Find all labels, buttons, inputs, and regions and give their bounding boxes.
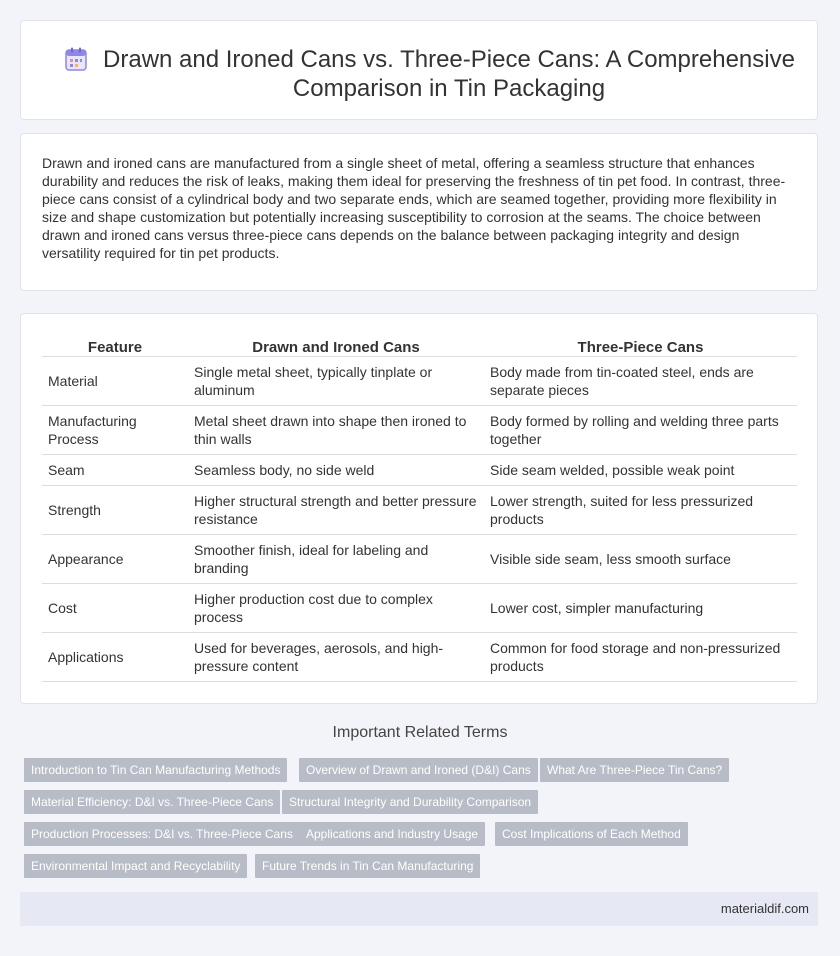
row-drawn-ironed: Single metal sheet, typically tinplate or aluminum <box>188 357 484 406</box>
row-drawn-ironed: Used for beverages, aerosols, and high-pressure content <box>188 633 484 682</box>
row-three-piece: Visible side seam, less smooth surface <box>484 535 797 584</box>
related-term-tag[interactable]: Environmental Impact and Recyclability <box>24 854 247 878</box>
row-drawn-ironed: Metal sheet drawn into shape then ironed to thin walls <box>188 406 484 455</box>
related-term-tag[interactable]: Cost Implications of Each Method <box>495 822 688 846</box>
related-term-tag[interactable]: Material Efficiency: D&I vs. Three-Piece Cans <box>24 790 280 814</box>
table-row <box>42 486 797 535</box>
row-drawn-ironed: Higher production cost due to complex process <box>188 584 484 633</box>
row-drawn-ironed: Seamless body, no side weld <box>188 455 484 486</box>
row-feature: Material <box>42 357 188 406</box>
intro-paragraph: Drawn and ironed cans are manufactured from a single sheet of metal, offering a seamless structure that enhances durability and reduces the risk of leaks, making them ideal for preserving the freshness of tin pet food. In contrast, three-piece cans consist of a cylindrical body and two separate ends, which are seamed together, providing more flexibility in size and shape customization but potentially increasing susceptibility to corrosion at the seams. The choice between drawn and ironed cans versus three-piece cans depends on the balance between packaging integrity and design versatility required for tin pet products. <box>42 155 786 261</box>
header-three-piece: Three-Piece Cans <box>484 338 797 357</box>
calendar-icon <box>65 47 87 71</box>
footer <box>20 892 818 926</box>
table-row <box>42 584 797 633</box>
row-drawn-ironed: Smoother finish, ideal for labeling and branding <box>188 535 484 584</box>
table-header-row <box>42 338 797 357</box>
related-term-tag[interactable]: Introduction to Tin Can Manufacturing Methods <box>24 758 287 782</box>
row-feature: Seam <box>42 455 188 486</box>
row-drawn-ironed: Higher structural strength and better pressure resistance <box>188 486 484 535</box>
comparison-table <box>42 338 797 682</box>
row-feature: Appearance <box>42 535 188 584</box>
related-term-tag[interactable]: Overview of Drawn and Ironed (D&I) Cans <box>299 758 538 782</box>
related-terms-title: Important Related Terms <box>332 724 508 741</box>
row-three-piece: Body made from tin-coated steel, ends are separate pieces <box>484 357 797 406</box>
table-row <box>42 455 797 486</box>
header-feature: Feature <box>42 338 188 357</box>
row-three-piece: Lower strength, suited for less pressurized products <box>484 486 797 535</box>
row-three-piece: Lower cost, simpler manufacturing <box>484 584 797 633</box>
row-feature: Strength <box>42 486 188 535</box>
row-feature: Cost <box>42 584 188 633</box>
intro-card <box>20 133 818 291</box>
row-three-piece: Body formed by rolling and welding three parts together <box>484 406 797 455</box>
related-term-tag[interactable]: Future Trends in Tin Can Manufacturing <box>255 854 480 878</box>
table-row <box>42 535 797 584</box>
related-term-tag[interactable]: Structural Integrity and Durability Comparison <box>282 790 538 814</box>
row-three-piece: Common for food storage and non-pressurized products <box>484 633 797 682</box>
page-title: Drawn and Ironed Cans vs. Three-Piece Cans: A Comprehensive Comparison in Tin Packaging <box>103 46 795 102</box>
header-card <box>20 20 818 120</box>
comparison-table-card <box>20 313 818 704</box>
table-row <box>42 357 797 406</box>
table-row <box>42 633 797 682</box>
row-feature: Manufacturing Process <box>42 406 188 455</box>
row-feature: Applications <box>42 633 188 682</box>
related-term-tag[interactable]: What Are Three-Piece Tin Cans? <box>540 758 729 782</box>
header-drawn-ironed: Drawn and Ironed Cans <box>188 338 484 357</box>
related-term-tag[interactable]: Applications and Industry Usage <box>299 822 485 846</box>
table-row <box>42 406 797 455</box>
row-three-piece: Side seam welded, possible weak point <box>484 455 797 486</box>
related-term-tag[interactable]: Production Processes: D&I vs. Three-Piece Cans <box>24 822 300 846</box>
footer-site-link[interactable]: materialdif.com <box>720 901 809 916</box>
